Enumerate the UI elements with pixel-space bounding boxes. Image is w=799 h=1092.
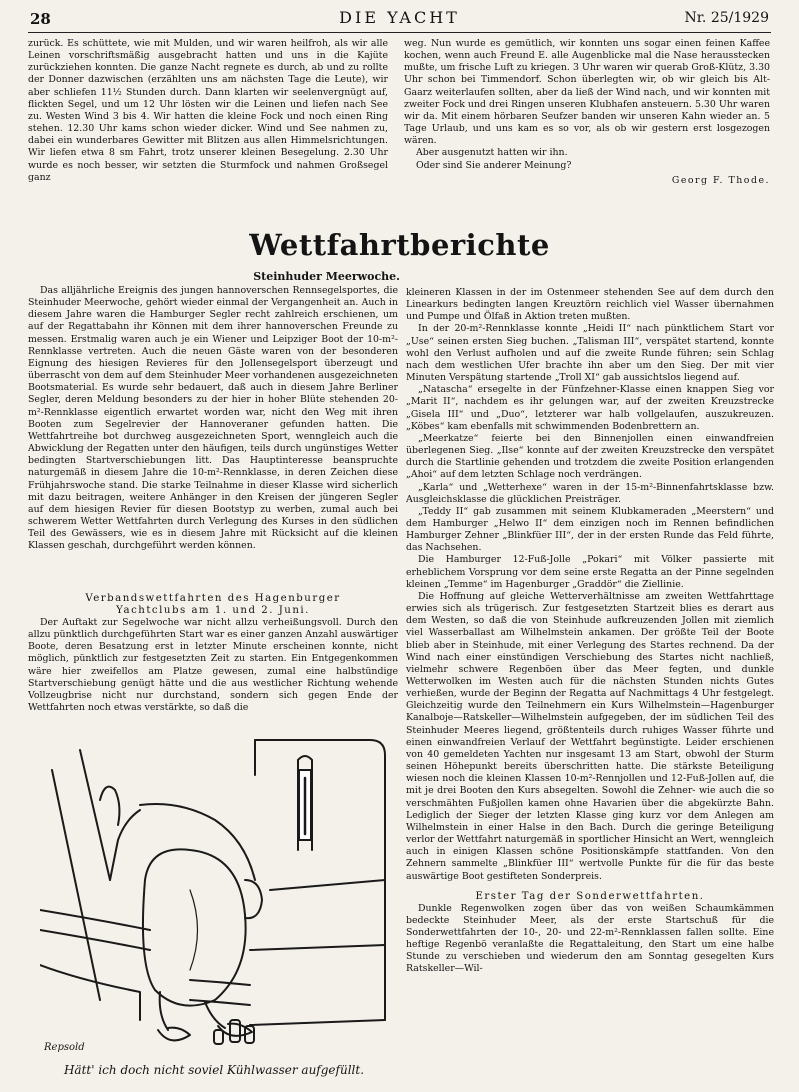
article-paragraph: Die Hoffnung auf gleiche Wetterverhältnisse am zweiten Wettfahrttage erwies sich als trügerisch. Zur festgesetzten Startzeit blies es derart aus dem Westen, so daß die von Steinhude aufkreuzenden Jollen mit ziemlich viel Wasserballast am Wilhelmstein ankamen. Der größte Teil der Boote blieb aber in Steinhude, mit einer Verlegung des Startes rechnend. Da der Wind nach einer einstündigen Verschiebung des Startes nicht nachließ, vielmehr schwere Regenböen über das Meer fegten, und dunkle Wetterwolken im Westen auch für die nächsten Stunden nichts Gutes verhießen, wurde der Beginn der Regatta auf Nachmittags 4 Uhr festgelegt. Gleichzeitig wurde den Teilnehmern ein Kurs Wilhelmstein—Hagenburger Kanalboje—Ratskeller—Wilhelmstein aufgegeben, der im südlichen Teil des Steinhuder Meeres liegend, größtenteils durch ruhiges Wasser führte und einen einwandfreien Verlauf der Wettfahrt begünstigte. Leider erschienen von 40 gemeldeten Yachten nur insgesamt 13 am Start, obwohl der Sturm seinen Höhepunkt bereits überschritten hatte. Die stärkste Beteiligung wiesen noch die kleinen Klassen 10-m²-Rennjollen und 12-Fuß-Jollen auf, die mit je drei Booten den Kurs absegelten. Sowohl die Zehner- wie auch die so verschmähten Fußjollen kamen ohne Havarien über die abgekürzte Bahn. Lediglich der Sieger der letzten Klasse ging kurz vor dem Anlegen am Wilhelmstein in einer Halse in den Bach. Durch die geringe Beteiligung verlor der Wettfahrt naturgemäß in sportlicher Hinsicht an Wert, wenngleich auch in einigen Klassen schöne Positionskämpfe stattfanden. Von den Zehnern sammelte „Blinkfüer III“ wertvolle Punkte für die für das beste auswärtige Boot gestifteten Sonderpreis. <box>406 590 774 882</box>
section-heading: Yachtclubs am 1. und 2. Juni. <box>116 605 310 616</box>
page-number: 28 <box>30 10 51 28</box>
section-heading: Verbandswettfahrten des Hagenburger <box>85 593 341 604</box>
article-paragraph: Dunkle Regenwolken zogen über das von weißen Schaumkämmen bedeckte Steinhuder Meer, als der erste Startschuß für die Sonderwettfahrten der 10-, 20- und 22-m²-Rennklassen fallen sollte. Eine heftige Regenbö veranlaßte die Regattaleitung, den Start um eine halbe Stunde zu verschieben und wiederum den am Sonntag gesegelten Kurs Ratskeller—Wil- <box>406 902 774 975</box>
page-header <box>30 8 769 30</box>
article-subtitle: Steinhuder Meerwoche. <box>253 270 400 283</box>
intro-paragraph: zurück. Es schüttete, wie mit Mulden, und wir waren heilfroh, als wir alle Leinen vorschriftsmäßig ausgebracht hatten und uns in die Kajüte zurückziehen konnten. Die ganze Nacht regnete es durch, ab und zu rollte der Donner dazwischen (erzählten uns am nächsten Tage die Leute), wir aber schliefen 11½ Stunden durch. Dann klarten wir seelenvergnügt auf, flickten Segel, und um 12 Uhr lösten wir die Leinen und liefen nach See zu. Westen Wind 3 bis 4. Wir hatten die kleine Fock und noch einen Ring stehen. 12.30 Uhr kams schon wieder dicker. Wind und See nahmen zu, dabei ein wunderbares Gewitter mit Blitzen aus allen Himmelsrichtungen. Wir liefen etwa 8 sm Fahrt, trotz unserer kleinen Besegelung. 2.30 Uhr wurde es noch besser, wir setzten die Sturmfock und nahmen Großsegel ganz <box>28 38 388 183</box>
article-column-left <box>28 285 398 585</box>
article-paragraph: Die Hamburger 12-Fuß-Jolle „Pokari“ mit Völker passierte mit erheblichem Vorsprung vor dem seine erste Regatta an der Pinne segelnden kleinen „Temme“ im Hagenburger „Graddör“ die Ziellinie. <box>406 554 774 590</box>
cartoon-artist-signature: Repsold <box>44 1042 85 1053</box>
article-paragraph: „Karla“ und „Wetterhexe“ waren in der 15-m²-Binnenfahrtsklasse bzw. Ausgleichsklasse die glücklichen Preisträger. <box>406 481 774 505</box>
article-column-left-lower <box>28 593 398 725</box>
cartoon-caption: Hätt' ich doch nicht soviel Kühlwasser aufgefüllt. <box>63 1063 365 1077</box>
intro-column-left <box>28 38 388 234</box>
article-paragraph: Das alljährliche Ereignis des jungen hannoverschen Rennsegelsportes, die Steinhuder Meerwoche, gehört wieder einmal der Vergangenheit an. Auch in diesem Jahre waren die Hamburger Segler recht zahlreich erschienen, um auf der Regattabahn ihr Können mit dem ihrer hannoverschen Freunde zu messen. Erstmalig waren auch je ein Wiener und Leipziger Boot der 10-m²-Rennklasse vertreten. Auch die neuen Gäste waren von der besonderen Eignung des hiesigen Revieres für den Jollensegelsport überzeugt und überrascht von dem auf dem Steinhuder Meer vorhandenen ausgezeichneten Bootsmaterial. Es wurde sehr bedauert, daß auch in diesem Jahre Berliner Segler, deren Meldung besonders zu der hier in hoher Blüte stehenden 20-m²-Rennklasse eigentlich erwartet worden war, nicht den Weg mit ihren Booten zum Segelrevier der Hannoveraner gefunden hatten. Die Wettfahrtreihe bot durchweg ausgezeichneten Sport, wenngleich auch die Abwicklung der Regatten unter den häufigen, teils durch ungünstiges Wetter bedingten Startverschiebungen litt. Das Hauptinteresse beanspruchte naturgemäß in diesem Jahre die 10-m²-Rennklasse, in deren Zeichen diese Frühjahrswoche stand. Die starke Teilnahme in dieser Klasse wird sicherlich mit dazu beitragen, weitere Anhänger in den Kreisen der jüngeren Segler auf dem hiesigen Revier für diesen Bootstyp zu werben, zumal auch bei schwerem Wetter Wettfahrten durch Verlegung des Kurses in den südlichen Teil des Gewässers, wie es in diesem Jahre mit Rücksicht auf die kleinen Klassen geschah, durchgeführt werden können. <box>28 285 398 552</box>
intro-closing-question: Oder sind Sie anderer Meinung? <box>416 159 572 171</box>
section-heading: Erster Tag der Sonderwettfahrten. <box>475 890 705 902</box>
intro-closing-line: Aber ausgenutzt hatten wir ihn. <box>416 147 568 159</box>
cartoon-illustration <box>40 730 396 1055</box>
masthead: DIE YACHT <box>339 8 460 27</box>
article-paragraph: „Natascha“ ersegelte in der Fünfzehner-Klasse einen knappen Sieg vor „Marit II“, nachdem es ihr gelungen war, auf der zweiten Kreuzstrecke „Gisela III“ und „Duo“, letzterer war halb vollgelaufen, auszukreuzen. „Köbes“ kam ebenfalls mit schwimmenden Bodenbrettern an. <box>406 384 774 432</box>
article-title: Wettfahrtberichte <box>249 228 550 262</box>
intro-column-right <box>404 38 770 234</box>
author-signature: Georg F. Thode. <box>671 174 770 186</box>
header-rule <box>28 32 771 33</box>
article-paragraph: Der Auftakt zur Segelwoche war nicht allzu verheißungsvoll. Durch den allzu pünktlich durchgeführten Start war es einer ganzen Anzahl auswärtiger Boote, deren Besatzung erst in letzter Minute erscheinen konnte, nicht möglich, pünktlich zur festgesetzten Zeit zu starten. Ein Entgegenkommen wäre hier zweifellos am Platze gewesen, zumal eine halbstündige Startverschiebung genügt hätte und die aus westlicher Richtung wehende Vollzeugbrise nicht nur durchstand, sondern sich gegen Ende der Wettfahrten noch etwas verstärkte, so daß die <box>28 617 398 714</box>
issue-number: Nr. 25/1929 <box>684 10 769 26</box>
article-paragraph: „Meerkatze“ feierte bei den Binnenjollen einen einwandfreien überlegenen Sieg. „Ilse“ konnte auf der zweiten Kreuzstrecke den verspätet durch die Startlinie gehenden und trotzdem die zweite Position erlangenden „Ahoi“ auf dem letzten Schlage noch verdrängen. <box>406 432 774 481</box>
article-paragraph: kleineren Klassen in der im Ostenmeer stehenden See auf dem durch den Linearkurs bedingten langen Kreuztörn reichlich viel Wasser übernahmen und Pumpe und Ölfaß in Aktion treten mußten. <box>406 287 774 323</box>
intro-paragraph: weg. Nun wurde es gemütlich, wir konnten uns sogar einen feinen Kaffee kochen, wenn auch Freund E. alle Augenblicke mal die Nase herausstecken mußte, um frische Luft zu kriegen. 3 Uhr waren wir querab Groß-Klütz, 3.30 Uhr schon bei Timmendorf. Schon überlegten wir, ob wir gleich bis Alt-Gaarz weiterlaufen sollten, aber da ließ der Wind nach, und wir konnten mit zweiter Fock und drei Ringen unseren Klubhafen ansteuern. 5.30 Uhr waren wir da. Mit einem hörbaren Seufzer banden wir unseren Kahn wieder an. 5 Tage Urlaub, und uns kam es so vor, als ob wir gestern erst losgezogen wären. <box>404 38 770 147</box>
article-paragraph: „Teddy II“ gab zusammen mit seinem Klubkameraden „Meerstern“ und dem Hamburger „Helwo II“ dem einzigen noch im Rennen befindlichen Hamburger Zehner „Blinkfüer III“, der in der ersten Runde das Feld führte, das Nachsehen. <box>406 505 774 554</box>
article-column-right <box>406 287 774 1077</box>
article-paragraph: In der 20-m²-Rennklasse konnte „Heidi II“ nach pünktlichem Start vor „Use“ seinen ersten Sieg buchen. „Talisman III“, verspätet startend, konnte wohl den Verlust aufholen und auf die zweite Runde führen; sein Schlag nach dem westlichen Ufer brachte ihn aber um den Sieg. Der mit vier Minuten Verspätung startende „Troll XI“ gab aussichtslos liegend auf. <box>406 323 774 384</box>
